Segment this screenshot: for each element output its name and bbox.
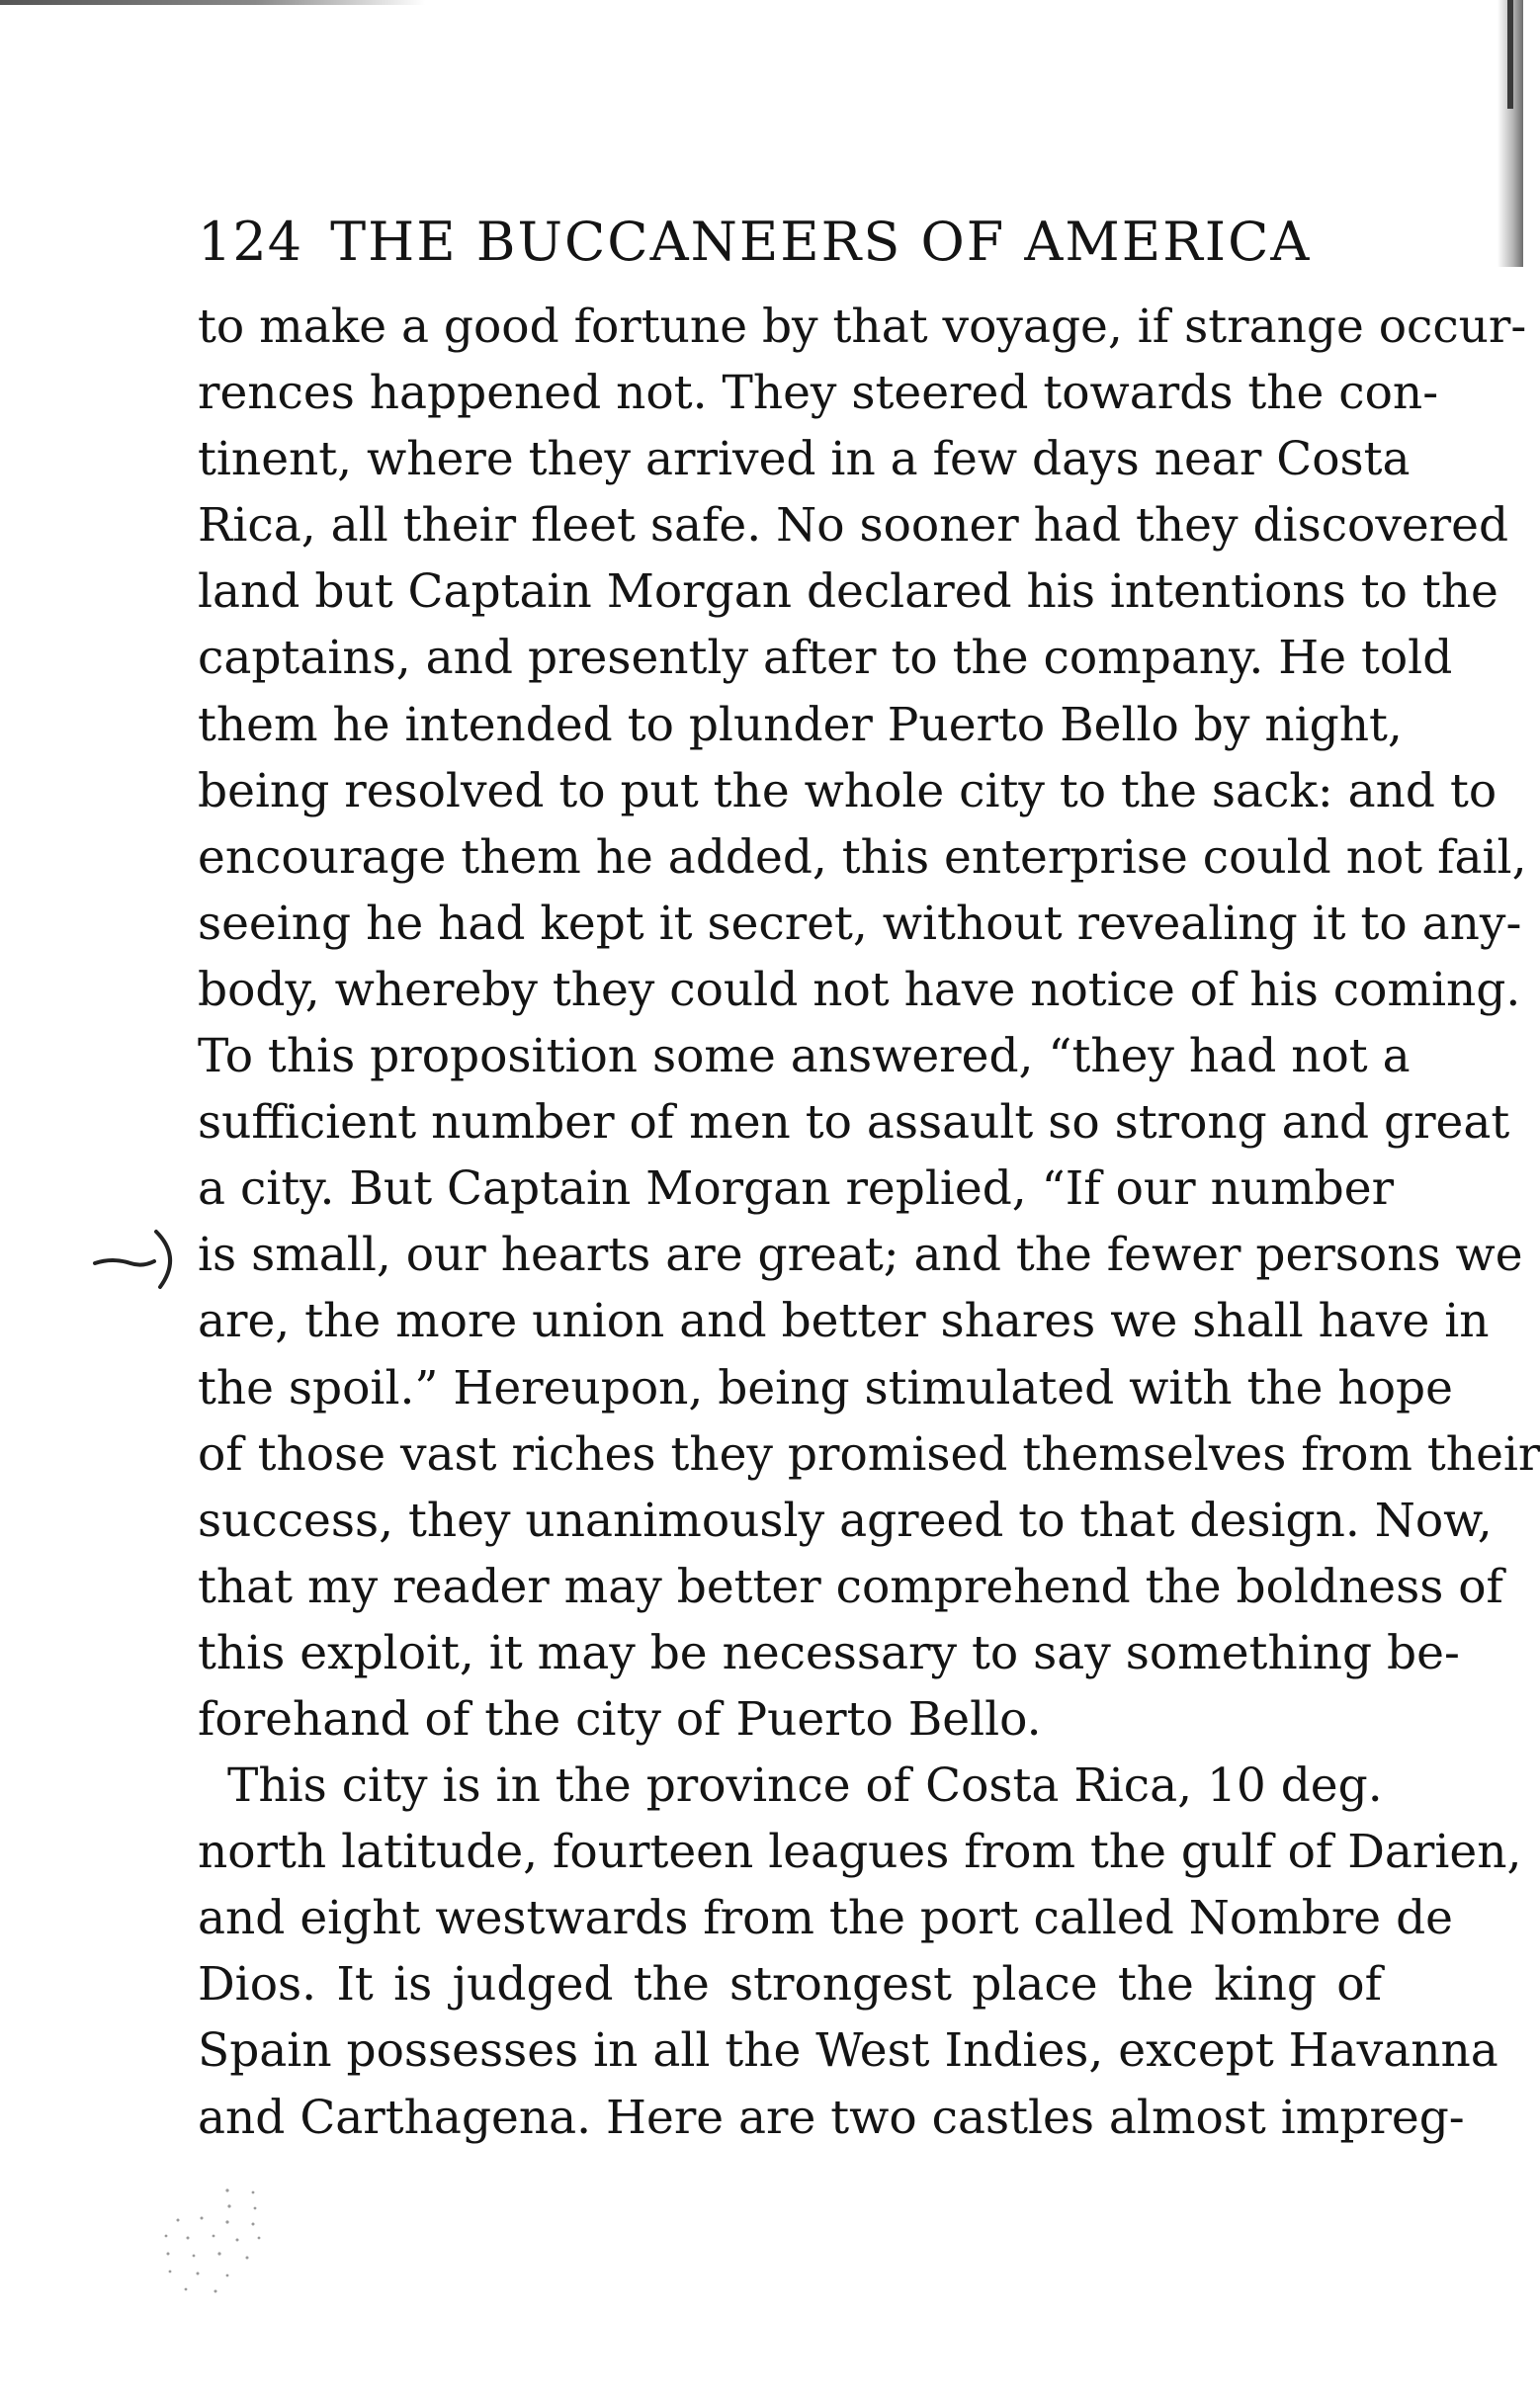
- body-text: [198, 294, 1540, 2151]
- text-line: This city is in the province of Costa Rica, 10 deg.: [227, 1758, 1383, 1814]
- handwritten-bracket-mark-icon: [91, 1224, 190, 1293]
- text-line: forehand of the city of Puerto Bello.: [198, 1691, 1042, 1747]
- text-line: are, the more union and better shares we shall have in: [198, 1294, 1490, 1349]
- text-line: sufficient number of men to assault so strong and great: [198, 1095, 1510, 1151]
- text-line: them he intended to plunder Puerto Bello by night,: [198, 697, 1403, 752]
- text-line: this exploit, it may be necessary to say something be-: [198, 1625, 1460, 1680]
- text-line: tinent, where they arrived in a few days near Costa: [198, 432, 1411, 487]
- text-line: body, whereby they could not have notice of his coming.: [198, 962, 1521, 1017]
- scan-specks-icon: [158, 2185, 306, 2303]
- text-line: encourage them he added, this enterprise could not fail,: [198, 829, 1527, 885]
- text-line: and eight westwards from the port called Nombre de: [198, 1891, 1453, 1946]
- running-head: THE BUCCANEERS OF AMERICA: [330, 211, 1312, 273]
- text-line: is small, our hearts are great; and the fewer persons we: [198, 1228, 1523, 1283]
- text-line: of those vast riches they promised themselves from their: [198, 1426, 1540, 1482]
- text-line: rences happened not. They steered towards the con-: [198, 366, 1439, 421]
- scan-edge-top: [0, 0, 425, 5]
- text-line: that my reader may better comprehend the boldness of: [198, 1559, 1503, 1614]
- text-line: captains, and presently after to the company. He told: [198, 631, 1453, 686]
- scan-edge-right-dark: [1507, 0, 1513, 109]
- text-line: north latitude, fourteen leagues from the gulf of Darien,: [198, 1825, 1522, 1880]
- text-line: being resolved to put the whole city to the sack: and to: [198, 763, 1497, 818]
- text-line: a city. But Captain Morgan replied, “If our number: [198, 1161, 1395, 1217]
- text-line: To this proposition some answered, “they had not a: [198, 1029, 1411, 1084]
- text-line: success, they unanimously agreed to that design. Now,: [198, 1493, 1493, 1548]
- text-line: Rica, all their fleet safe. No sooner had they discovered: [198, 498, 1509, 554]
- text-line: Spain possesses in all the West Indies, except Havanna: [198, 2023, 1498, 2079]
- text-line: seeing he had kept it secret, without revealing it to any-: [198, 896, 1522, 951]
- page-header: [198, 203, 1384, 282]
- text-line: and Carthagena. Here are two castles almost impreg-: [198, 2090, 1465, 2145]
- text-line: Dios. It is judged the strongest place the king of: [198, 1957, 1382, 2013]
- text-line: land but Captain Morgan declared his intentions to the: [198, 564, 1498, 620]
- text-line: the spoil.” Hereupon, being stimulated with the hope: [198, 1360, 1453, 1415]
- page-number: 124: [198, 211, 303, 273]
- text-line: to make a good fortune by that voyage, if strange occur-: [198, 300, 1527, 354]
